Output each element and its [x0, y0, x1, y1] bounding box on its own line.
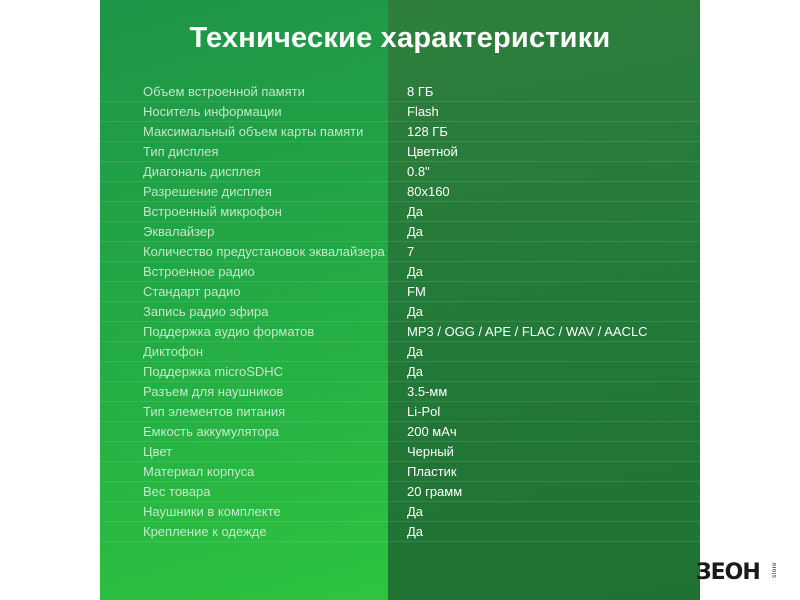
logo-subtext: store — [772, 562, 778, 578]
spec-row — [100, 142, 700, 162]
spec-label: Объем встроенной памяти — [143, 84, 305, 99]
spec-value: MP3 / OGG / APE / FLAC / WAV / AACLC — [407, 324, 648, 339]
spec-row — [100, 202, 700, 222]
spec-value: 8 ГБ — [407, 84, 434, 99]
spec-value: Да — [407, 524, 424, 539]
spec-row — [100, 482, 700, 502]
spec-row — [100, 442, 700, 462]
spec-row — [100, 262, 700, 282]
spec-label: Встроенный микрофон — [143, 204, 282, 219]
spec-value: Flash — [407, 104, 439, 119]
page-title: Технические характеристики — [189, 22, 611, 54]
spec-value: 7 — [407, 244, 415, 259]
spec-label: Стандарт радио — [143, 284, 241, 299]
spec-label: Запись радио эфира — [143, 304, 269, 319]
spec-label: Тип элементов питания — [143, 404, 286, 419]
spec-value: Да — [407, 504, 424, 519]
spec-label: Цвет — [143, 444, 173, 459]
spec-row — [100, 182, 700, 202]
spec-label: Диктофон — [143, 344, 204, 359]
spec-label: Встроенное радио — [143, 264, 255, 279]
spec-label: Диагональ дисплея — [143, 164, 261, 179]
spec-label: Вес товара — [143, 484, 211, 499]
spec-value: Li-Pol — [407, 404, 441, 419]
spec-row — [100, 462, 700, 482]
spec-row — [100, 282, 700, 302]
spec-row — [100, 522, 700, 542]
specs-panel — [100, 0, 700, 600]
spec-value: Пластик — [407, 464, 457, 479]
spec-value: 128 ГБ — [407, 124, 448, 139]
spec-row — [100, 322, 700, 342]
spec-label: Поддержка аудио форматов — [143, 324, 315, 339]
spec-row — [100, 102, 700, 122]
spec-value: Да — [407, 224, 424, 239]
spec-value: Цветной — [407, 144, 458, 159]
spec-value: FM — [407, 284, 426, 299]
spec-value: Да — [407, 364, 424, 379]
spec-label: Максимальный объем карты памяти — [143, 124, 364, 139]
spec-value: 80x160 — [407, 184, 450, 199]
spec-row — [100, 342, 700, 362]
spec-row — [100, 82, 700, 102]
spec-label: Тип дисплея — [143, 144, 219, 159]
spec-value: 20 грамм — [407, 484, 463, 499]
spec-row — [100, 402, 700, 422]
spec-label: Поддержка microSDHC — [143, 364, 284, 379]
spec-row — [100, 162, 700, 182]
spec-row — [100, 382, 700, 402]
spec-label: Емкость аккумулятора — [143, 424, 280, 439]
spec-value: Да — [407, 304, 424, 319]
spec-value: Да — [407, 344, 424, 359]
logo-text: ЗЕОН — [696, 560, 760, 585]
spec-row — [100, 302, 700, 322]
spec-label: Наушники в комплекте — [143, 504, 281, 519]
spec-value: 0.8" — [407, 164, 430, 179]
spec-value: Да — [407, 264, 424, 279]
spec-row — [100, 222, 700, 242]
spec-label: Носитель информации — [143, 104, 282, 119]
brand-logo — [696, 560, 780, 586]
spec-label: Количество предустановок эквалайзера — [143, 244, 385, 259]
spec-row — [100, 122, 700, 142]
spec-row — [100, 422, 700, 442]
spec-value: 200 мАч — [407, 424, 457, 439]
spec-value: Да — [407, 204, 424, 219]
spec-label: Крепление к одежде — [143, 524, 267, 539]
spec-label: Материал корпуса — [143, 464, 255, 479]
spec-value: 3.5-мм — [407, 384, 448, 399]
spec-row — [100, 242, 700, 262]
spec-row — [100, 362, 700, 382]
spec-label: Разъем для наушников — [143, 384, 284, 399]
spec-label: Разрешение дисплея — [143, 184, 272, 199]
spec-value: Черный — [407, 444, 454, 459]
specs-table — [100, 82, 700, 542]
spec-label: Эквалайзер — [143, 224, 215, 239]
spec-row — [100, 502, 700, 522]
